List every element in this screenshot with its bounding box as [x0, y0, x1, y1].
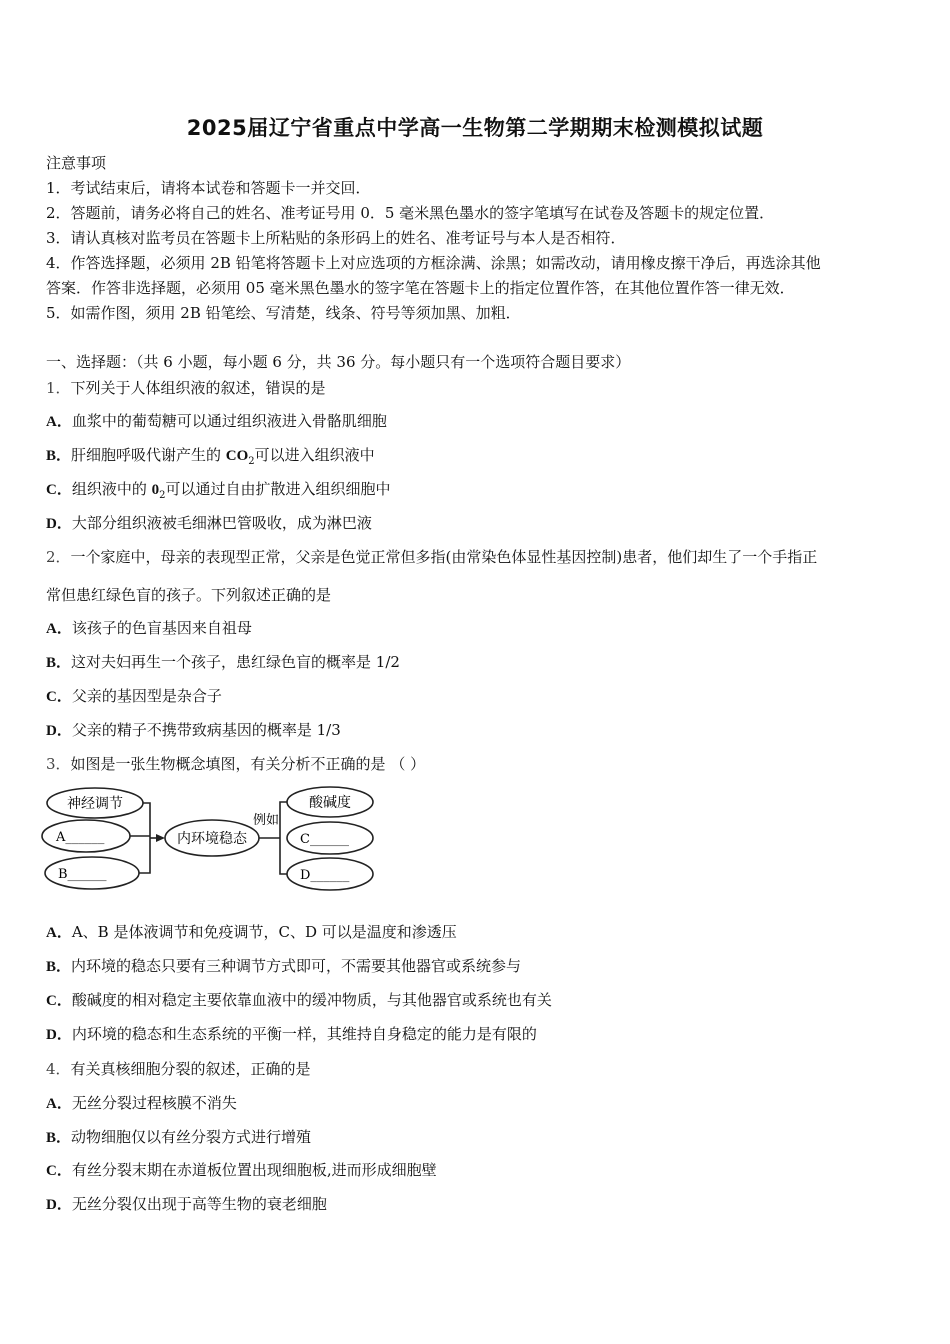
- option-letter: C．: [46, 993, 72, 1009]
- option-letter: C．: [46, 482, 72, 498]
- option-text: 有丝分裂末期在赤道板位置出现细胞板,进而形成细胞壁: [71, 1161, 437, 1179]
- option-letter: A．: [46, 1096, 72, 1112]
- notice-item: 3．请认真核对监考员在答题卡上所粘贴的条形码上的姓名、准考证号与本人是否相符．: [46, 229, 626, 247]
- arrow-head-icon: [156, 834, 165, 842]
- option-text: 父亲的基因型是杂合子: [71, 687, 222, 705]
- question-1-stem: [46, 377, 326, 398]
- chem-formula: 0: [151, 482, 160, 498]
- option-letter: B．: [46, 959, 72, 975]
- question-number: 3．: [46, 755, 71, 773]
- option-letter: A．: [46, 414, 72, 430]
- option-letter: D．: [46, 1197, 72, 1213]
- option-text: 肝细胞呼吸代谢产生的: [71, 446, 226, 464]
- option-b: [46, 955, 521, 976]
- option-letter: D．: [46, 723, 72, 739]
- option-d: [46, 1023, 537, 1044]
- diagram-label-b: B______: [58, 867, 107, 882]
- diagram-label-neural: 神经调节: [67, 796, 123, 812]
- option-letter: A．: [46, 621, 72, 637]
- option-text: 无丝分裂过程核膜不消失: [71, 1094, 237, 1112]
- question-3-stem: [46, 753, 425, 774]
- diagram-label-center: 内环境稳态: [177, 831, 247, 847]
- option-letter: D．: [46, 1027, 72, 1043]
- diagram-label-d: D______: [300, 868, 350, 883]
- section-heading: 一、选择题：（共 6 小题，每小题 6 分，共 36 分。每小题只有一个选项符合题目要求）: [46, 353, 631, 371]
- option-b: [46, 444, 375, 465]
- diagram-label-a: A______: [56, 830, 105, 845]
- option-letter: B．: [46, 655, 72, 671]
- option-text-after: 可以进入组织液中: [254, 446, 375, 464]
- notice-item: 4．作答选择题，必须用 2B 铅笔将答题卡上对应选项的方框涂满、涂黑；如需改动，请用橡皮擦干净后，再选涂其他: [46, 254, 821, 272]
- option-text: 父亲的精子不携带致病基因的概率是 1/3: [71, 721, 341, 739]
- question-text: 如图是一张生物概念填图，有关分析不正确的是 （ ）: [70, 755, 426, 773]
- option-d: [46, 512, 372, 533]
- option-letter: C．: [46, 1163, 72, 1179]
- option-letter: B．: [46, 1130, 72, 1146]
- option-letter: C．: [46, 689, 72, 705]
- question-2-stem-cont: 常但患红绿色盲的孩子。下列叙述正确的是: [46, 586, 332, 604]
- right-bracket: [280, 802, 287, 874]
- option-c: [46, 685, 222, 706]
- notice-item: 答案．作答非选择题，必须用 05 毫米黑色墨水的签字笔在答题卡上的指定位置作答，在其他位置作答一律无效．: [46, 279, 795, 297]
- option-a: [46, 617, 252, 638]
- option-letter: D．: [46, 516, 72, 532]
- notice-item: 2．答题前，请务必将自己的姓名、准考证号用 0．5 毫米黑色墨水的签字笔填写在试卷及答题卡的规定位置．: [46, 204, 775, 222]
- option-text: 这对夫妇再生一个孩子，患红绿色盲的概率是 1/2: [71, 653, 400, 671]
- chem-formula: CO: [225, 448, 249, 464]
- notice-item: 1．考试结束后，请将本试卷和答题卡一并交回．: [46, 179, 371, 197]
- option-text: 酸碱度的相对稳定主要依靠血液中的缓冲物质，与其他器官或系统也有关: [71, 991, 552, 1009]
- question-text: 一个家庭中，母亲的表现型正常，父亲是色觉正常但多指(由常染色体显性基因控制)患者，他们却生了一个手指正: [70, 548, 818, 566]
- option-letter: A．: [46, 925, 72, 941]
- option-c: [46, 1159, 437, 1180]
- page-title: 2025届辽宁省重点中学高一生物第二学期期末检测模拟试题: [186, 116, 764, 140]
- concept-diagram: [40, 782, 380, 894]
- option-letter: B．: [46, 448, 72, 464]
- diagram-label-ph: 酸碱度: [309, 795, 351, 811]
- option-text: 内环境的稳态和生态系统的平衡一样，其维持自身稳定的能力是有限的: [71, 1025, 537, 1043]
- option-text: 该孩子的色盲基因来自祖母: [71, 619, 252, 637]
- option-b: [46, 651, 400, 672]
- option-a: [46, 921, 457, 942]
- chem-subscript: 2: [159, 490, 166, 501]
- question-4-stem: [46, 1058, 311, 1079]
- option-a: [46, 410, 387, 431]
- option-text: 组织液中的: [71, 480, 152, 498]
- notice-heading: 注意事项: [46, 154, 107, 172]
- option-text: 内环境的稳态只要有三种调节方式即可，不需要其他器官或系统参与: [71, 957, 522, 975]
- option-a: [46, 1092, 237, 1113]
- question-2-stem: [46, 546, 817, 567]
- option-d: [46, 1193, 327, 1214]
- option-text: 动物细胞仅以有丝分裂方式进行增殖: [71, 1128, 312, 1146]
- option-text-after: 可以通过自由扩散进入组织细胞中: [165, 480, 391, 498]
- left-bracket: [139, 803, 150, 873]
- chem-subscript: 2: [248, 456, 255, 467]
- option-c: [46, 478, 391, 499]
- option-text: 血浆中的葡萄糖可以通过组织液进入骨骼肌细胞: [71, 412, 387, 430]
- option-d: [46, 719, 341, 740]
- question-number: 1．: [46, 379, 71, 397]
- diagram-label-c: C______: [300, 832, 349, 847]
- notice-item: 5．如需作图，须用 2B 铅笔绘、写清楚，线条、符号等须加黑、加粗．: [46, 304, 521, 322]
- question-number: 4．: [46, 1060, 71, 1078]
- option-b: [46, 1126, 311, 1147]
- question-text: 有关真核细胞分裂的叙述，正确的是: [70, 1060, 311, 1078]
- option-c: [46, 989, 552, 1010]
- option-text: 无丝分裂仅出现于高等生物的衰老细胞: [71, 1195, 327, 1213]
- option-text: A、B 是体液调节和免疫调节，C、D 可以是温度和渗透压: [71, 923, 457, 941]
- question-text: 下列关于人体组织液的叙述，错误的是: [70, 379, 326, 397]
- option-text: 大部分组织液被毛细淋巴管吸收，成为淋巴液: [71, 514, 372, 532]
- diagram-label-example: 例如: [253, 813, 280, 828]
- question-number: 2．: [46, 548, 71, 566]
